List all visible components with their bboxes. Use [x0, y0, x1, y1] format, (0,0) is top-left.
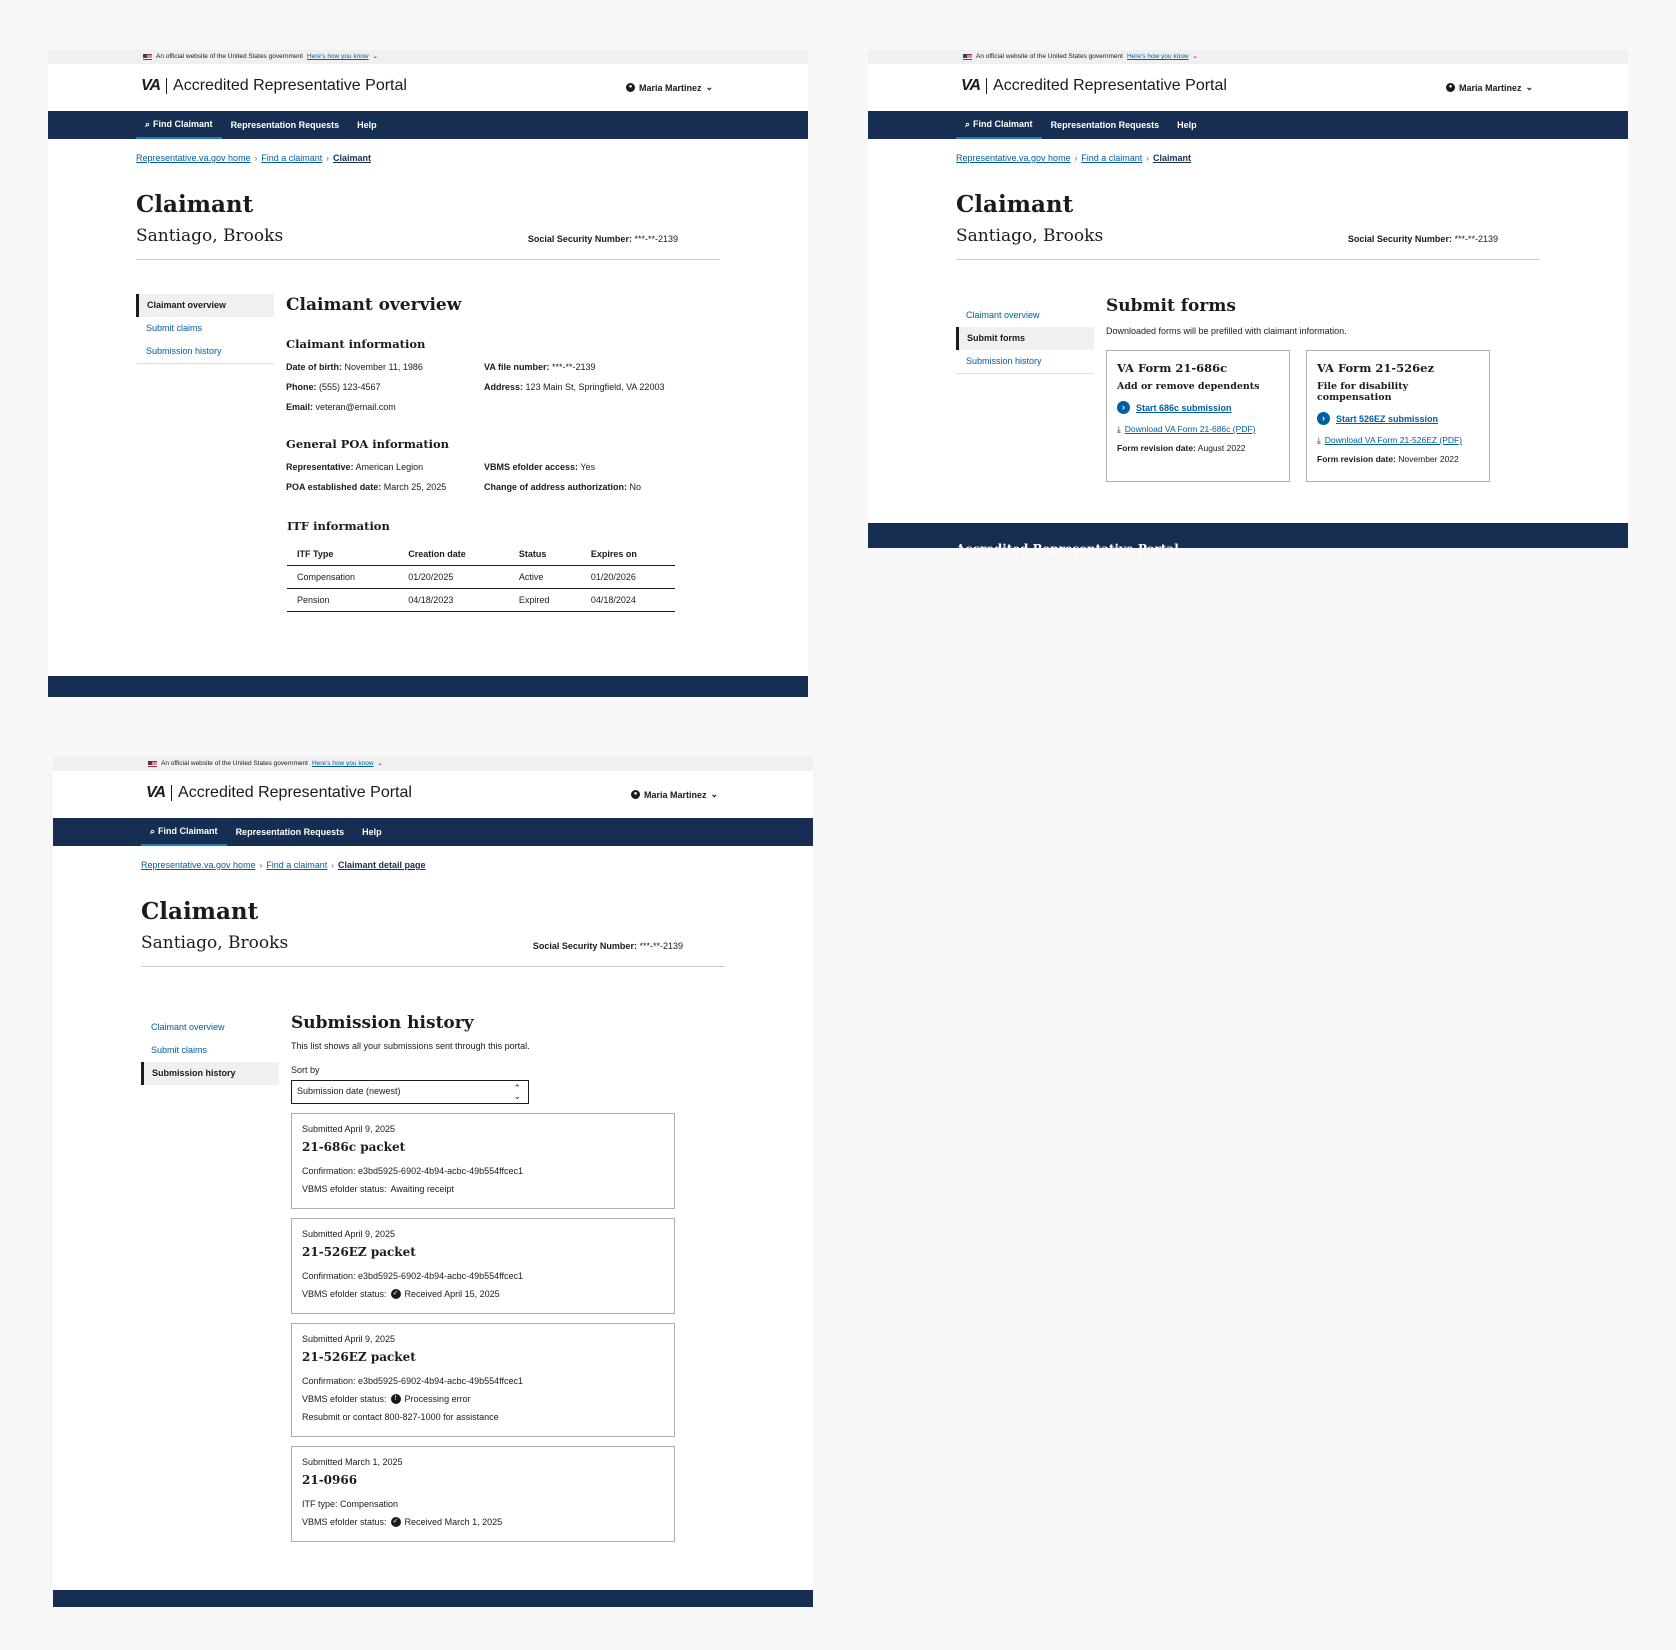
- form-subtitle: File for disability compensation: [1317, 381, 1409, 403]
- vbms-status: [302, 1513, 664, 1531]
- side-nav-submit-forms[interactable]: Submit forms: [956, 327, 1094, 350]
- sort-value: Submission date (newest): [297, 1086, 401, 1096]
- side-nav-submission-history[interactable]: Submission history: [966, 356, 1042, 366]
- status-label: VBMS efolder status:: [302, 1184, 387, 1194]
- change-of-address: [484, 477, 704, 497]
- logo-divider: [986, 78, 987, 94]
- error-icon: !: [391, 1394, 401, 1404]
- cell: Pension: [287, 589, 398, 612]
- status-label: VBMS efolder status:: [302, 1517, 387, 1527]
- rev-value: November 2022: [1398, 454, 1459, 464]
- nav-representation-requests[interactable]: [1042, 111, 1169, 139]
- nav-label: Help: [357, 120, 377, 130]
- nav-representation-requests[interactable]: [227, 818, 354, 846]
- address-label: Address:: [484, 382, 524, 392]
- site-header: [48, 64, 808, 111]
- form-subtitle: Add or remove dependents: [1117, 381, 1260, 392]
- download-link-text[interactable]: Download VA Form 21-686c (PDF): [1124, 424, 1256, 434]
- main-panel: [1106, 296, 1463, 482]
- nav-find-claimant[interactable]: [141, 818, 227, 846]
- status-value: Processing error: [404, 1394, 471, 1404]
- submission-name: 21-526EZ packet: [302, 1350, 416, 1364]
- nav-representation-requests[interactable]: [222, 111, 349, 139]
- screen-claimant-overview: [48, 50, 808, 697]
- va-logo: VA: [961, 77, 981, 94]
- nav-find-claimant[interactable]: [136, 111, 222, 139]
- poa-info: [286, 457, 704, 497]
- user-menu[interactable]: [631, 789, 718, 800]
- rep-value: American Legion: [355, 462, 424, 472]
- main-nav: [48, 111, 808, 139]
- nav-label: Help: [1177, 120, 1197, 130]
- user-menu[interactable]: [626, 82, 713, 93]
- ssn-value: ***-**-2139: [639, 941, 683, 951]
- file-value: ***-**-2139: [552, 362, 596, 372]
- breadcrumb-find-claimant[interactable]: Find a claimant: [1081, 153, 1143, 163]
- submission-card: [291, 1323, 675, 1437]
- ssn-value: ***-**-2139: [1454, 234, 1498, 244]
- table-row: [287, 566, 675, 589]
- vbms-status: [302, 1390, 664, 1408]
- phone-value: (555) 123-4567: [319, 382, 381, 392]
- ssn-value: ***-**-2139: [634, 234, 678, 244]
- page-content: [48, 153, 808, 260]
- start-link-text[interactable]: Start 526EZ submission: [1336, 413, 1439, 424]
- est-label: POA established date:: [286, 482, 382, 492]
- form-revision: [1117, 443, 1279, 453]
- nav-help[interactable]: [1168, 111, 1206, 139]
- start-686c-link[interactable]: [1117, 401, 1279, 414]
- main-panel: [286, 295, 704, 612]
- select-arrows-icon: ⌃ ⌄: [513, 1083, 521, 1101]
- col-itf-type: ITF Type: [287, 543, 398, 566]
- cell: Expired: [509, 589, 581, 612]
- claimant-header: [141, 933, 725, 967]
- ssn: [533, 941, 683, 951]
- gov-banner-text: An official website of the United States government: [161, 760, 308, 767]
- col-status: Status: [509, 543, 581, 566]
- nav-label: Representation Requests: [1050, 120, 1160, 130]
- site-logo[interactable]: [141, 77, 407, 95]
- download-526ez-link[interactable]: [1317, 435, 1479, 446]
- search-icon: ⌕: [150, 826, 156, 836]
- breadcrumb-find-claimant[interactable]: Find a claimant: [266, 860, 328, 870]
- rev-label: Form revision date:: [1117, 443, 1196, 453]
- breadcrumb-home[interactable]: Representative.va.gov home: [136, 153, 251, 163]
- user-name: Maria Martinez: [644, 789, 707, 800]
- search-icon: ⌕: [145, 119, 151, 129]
- user-icon: ●: [1446, 83, 1455, 92]
- side-nav-submission-history[interactable]: Submission history: [146, 346, 222, 356]
- side-nav: [956, 304, 1094, 374]
- chevron-down-icon: ⌄: [372, 53, 378, 60]
- gov-banner-link[interactable]: Here's how you know: [306, 53, 369, 60]
- status-value: Received March 1, 2025: [404, 1517, 503, 1527]
- intro-text: This list shows all your submissions sent through this portal.: [291, 1041, 530, 1051]
- chevron-right-icon: ›: [326, 153, 329, 163]
- user-icon: ●: [631, 790, 640, 799]
- cell: 04/18/2023: [398, 589, 509, 612]
- vbms-status: [302, 1285, 664, 1303]
- side-nav: [141, 1016, 279, 1085]
- user-name: Maria Martinez: [639, 82, 702, 93]
- nav-help[interactable]: [353, 818, 391, 846]
- cell: Compensation: [287, 566, 398, 589]
- us-flag-icon: [143, 54, 152, 60]
- ssn-label: Social Security Number:: [532, 941, 637, 951]
- submission-date: Submitted April 9, 2025: [302, 1124, 396, 1134]
- site-footer: [48, 676, 808, 697]
- main-nav: [53, 818, 813, 846]
- chevron-down-icon: ⌄: [1192, 53, 1198, 60]
- cell: 01/20/2025: [398, 566, 509, 589]
- nav-label: Representation Requests: [230, 120, 340, 130]
- file-label: VA file number:: [484, 362, 550, 372]
- table-row: [287, 589, 675, 612]
- breadcrumb-home[interactable]: Representative.va.gov home: [141, 860, 256, 870]
- coa-label: Change of address authorization:: [484, 482, 628, 492]
- submission-date: Submitted March 1, 2025: [302, 1457, 403, 1467]
- intro-text: Downloaded forms will be prefilled with claimant information.: [1106, 326, 1347, 336]
- submission-card: [291, 1113, 675, 1209]
- side-nav: [136, 294, 274, 364]
- page-content: [53, 860, 813, 967]
- side-nav-claimant-overview[interactable]: Claimant overview: [151, 1022, 225, 1032]
- coa-value: No: [629, 482, 642, 492]
- poa-heading: General POA information: [286, 437, 450, 451]
- sort-select[interactable]: [291, 1080, 529, 1104]
- start-link-text[interactable]: Start 686c submission: [1136, 402, 1232, 413]
- site-logo[interactable]: [146, 784, 412, 802]
- dob-label: Date of birth:: [286, 362, 342, 372]
- breadcrumb: [956, 153, 1628, 163]
- breadcrumb: [141, 860, 813, 870]
- breadcrumb-current[interactable]: Claimant: [1152, 153, 1191, 163]
- us-flag-icon: [963, 54, 972, 60]
- claimant-name: Santiago, Brooks: [136, 226, 284, 246]
- email-value: veteran@email.com: [315, 402, 396, 412]
- logo-divider: [171, 785, 172, 801]
- footer-title: Accredited Representative Portal: [956, 542, 1179, 556]
- dob: [286, 357, 484, 377]
- gov-banner-text: An official website of the United States government: [156, 53, 303, 60]
- side-nav-claimant-overview[interactable]: Claimant overview: [966, 310, 1040, 320]
- portal-name: Accredited Representative Portal: [173, 77, 407, 94]
- side-nav-submission-history[interactable]: Submission history: [141, 1062, 279, 1085]
- page-content: [868, 153, 1628, 260]
- download-link-text[interactable]: Download VA Form 21-526EZ (PDF): [1324, 435, 1463, 445]
- gov-banner-link[interactable]: Here's how you know: [311, 760, 374, 767]
- screen-submission-history: [53, 757, 813, 1607]
- breadcrumb: [136, 153, 808, 163]
- nav-label: Help: [362, 827, 382, 837]
- site-header: [53, 771, 813, 818]
- form-card-686c: [1106, 350, 1290, 482]
- chevron-right-icon: ›: [254, 153, 258, 163]
- form-cards: [1106, 350, 1463, 482]
- status-label: VBMS efolder status:: [302, 1394, 387, 1404]
- vbms-access: [484, 457, 704, 477]
- gov-banner: [53, 757, 813, 771]
- chevron-right-icon: ›: [259, 860, 263, 870]
- va-file-number: [484, 357, 704, 377]
- email: [286, 397, 484, 417]
- breadcrumb-current[interactable]: Claimant: [332, 153, 371, 163]
- itf-table: [287, 543, 675, 612]
- search-icon: ⌕: [965, 119, 971, 129]
- form-title: VA Form 21-686c: [1117, 361, 1228, 375]
- chevron-right-icon: ›: [1146, 153, 1149, 163]
- gov-banner-text: An official website of the United States government: [976, 53, 1123, 60]
- ssn: [528, 234, 678, 244]
- submission-name: 21-526EZ packet: [302, 1245, 416, 1259]
- ssn-label: Social Security Number:: [1347, 234, 1452, 244]
- site-footer: [53, 1590, 813, 1607]
- rep-label: Representative:: [286, 462, 354, 472]
- vbms-value: Yes: [580, 462, 596, 472]
- chevron-down-icon: ⌄: [1525, 82, 1534, 92]
- email-label: Email:: [286, 402, 314, 412]
- vbms-label: VBMS efolder access:: [484, 462, 579, 472]
- phone-label: Phone:: [286, 382, 317, 392]
- page-title: Claimant: [956, 191, 1074, 218]
- portal-name: Accredited Representative Portal: [993, 77, 1227, 94]
- user-icon: ●: [626, 83, 635, 92]
- chevron-right-circle-icon: ›: [1317, 412, 1330, 425]
- address-value: 123 Main St, Springfield, VA 22003: [525, 382, 665, 392]
- gov-banner: [48, 50, 808, 64]
- form-revision: [1317, 454, 1479, 464]
- form-card-526ez: [1306, 350, 1490, 482]
- confirmation: Confirmation: e3bd5925-6902-4b94-acbc-49b554ffcec1: [302, 1271, 523, 1281]
- section-heading: Submit forms: [1106, 296, 1236, 316]
- col-expires-on: Expires on: [581, 543, 675, 566]
- chevron-down-icon: ⌄: [377, 760, 383, 767]
- us-flag-icon: [148, 761, 157, 767]
- download-icon: ⤓: [1317, 435, 1321, 445]
- nav-label: Find Claimant: [158, 826, 218, 836]
- main-panel: [291, 1013, 675, 1542]
- confirmation: Confirmation: e3bd5925-6902-4b94-acbc-49b554ffcec1: [302, 1376, 523, 1386]
- va-logo: VA: [141, 77, 161, 94]
- nav-label: Find Claimant: [153, 119, 213, 129]
- breadcrumb-find-claimant[interactable]: Find a claimant: [261, 153, 323, 163]
- chevron-right-icon: ›: [331, 860, 334, 870]
- sort-label: Sort by: [291, 1065, 320, 1075]
- chevron-right-icon: ›: [1074, 153, 1078, 163]
- address: [484, 377, 704, 397]
- start-526ez-link[interactable]: [1317, 412, 1479, 425]
- side-nav-submit-claims[interactable]: Submit claims: [146, 323, 203, 333]
- page-title: Claimant: [141, 898, 259, 925]
- gov-banner: [868, 50, 1628, 64]
- side-nav-submit-claims[interactable]: Submit claims: [151, 1045, 208, 1055]
- ssn-label: Social Security Number:: [527, 234, 632, 244]
- submission-date: Submitted April 9, 2025: [302, 1334, 396, 1344]
- submission-name: 21-686c packet: [302, 1140, 406, 1154]
- confirmation: Confirmation: e3bd5925-6902-4b94-acbc-49b554ffcec1: [302, 1166, 523, 1176]
- gov-banner-link[interactable]: Here's how you know: [1126, 53, 1189, 60]
- form-title: VA Form 21-526ez: [1317, 361, 1435, 375]
- claimant-info-heading: Claimant information: [286, 337, 426, 351]
- cell: 01/20/2026: [581, 566, 675, 589]
- cell: Active: [509, 566, 581, 589]
- status-value: Awaiting receipt: [390, 1184, 454, 1194]
- user-menu[interactable]: [1446, 82, 1533, 93]
- assistance-text: Resubmit or contact 800-827-1000 for assistance: [302, 1412, 499, 1422]
- rev-label: Form revision date:: [1317, 454, 1396, 464]
- download-icon: ⤓: [1117, 424, 1121, 434]
- phone: [286, 377, 484, 397]
- claimant-header: [136, 226, 720, 260]
- claimant-name: Santiago, Brooks: [956, 226, 1104, 246]
- nav-help[interactable]: [348, 111, 386, 139]
- site-footer: [868, 523, 1628, 556]
- itf-heading: ITF information: [287, 519, 390, 533]
- claimant-name: Santiago, Brooks: [141, 933, 289, 953]
- portal-name: Accredited Representative Portal: [178, 784, 412, 801]
- check-circle-icon: ✓: [391, 1517, 401, 1527]
- submission-card: [291, 1446, 675, 1542]
- user-name: Maria Martinez: [1459, 82, 1522, 93]
- est-value: March 25, 2025: [383, 482, 447, 492]
- poa-established: [286, 477, 484, 497]
- main-nav: [868, 111, 1628, 139]
- nav-label: Representation Requests: [235, 827, 345, 837]
- claimant-header: [956, 226, 1540, 260]
- table-header-row: [287, 543, 675, 566]
- chevron-down-icon: ⌄: [710, 789, 719, 799]
- itf-type: ITF type: Compensation: [302, 1499, 399, 1509]
- ssn: [1348, 234, 1498, 244]
- submission-date: Submitted April 9, 2025: [302, 1229, 396, 1239]
- side-nav-claimant-overview[interactable]: Claimant overview: [136, 294, 274, 317]
- nav-label: Find Claimant: [973, 119, 1033, 129]
- status-value: Received April 15, 2025: [404, 1289, 500, 1299]
- claimant-info: [286, 357, 704, 417]
- site-logo[interactable]: [961, 77, 1227, 95]
- submission-card: [291, 1218, 675, 1314]
- site-header: [868, 64, 1628, 111]
- page-title: Claimant: [136, 191, 254, 218]
- cell: 04/18/2024: [581, 589, 675, 612]
- section-heading: Submission history: [291, 1013, 474, 1033]
- rev-value: August 2022: [1197, 443, 1246, 453]
- logo-divider: [166, 78, 167, 94]
- download-686c-link[interactable]: [1117, 424, 1279, 435]
- dob-value: November 11, 1986: [344, 362, 423, 372]
- submission-name: 21-0966: [302, 1473, 358, 1487]
- breadcrumb-current[interactable]: Claimant detail page: [337, 860, 426, 870]
- screen-submit-forms: [868, 50, 1628, 556]
- nav-find-claimant[interactable]: [956, 111, 1042, 139]
- section-heading: Claimant overview: [286, 295, 462, 315]
- chevron-down-icon: ⌄: [705, 82, 714, 92]
- chevron-right-circle-icon: ›: [1117, 401, 1130, 414]
- representative: [286, 457, 484, 477]
- breadcrumb-home[interactable]: Representative.va.gov home: [956, 153, 1071, 163]
- check-circle-icon: ✓: [391, 1289, 401, 1299]
- va-logo: VA: [146, 784, 166, 801]
- col-creation-date: Creation date: [398, 543, 509, 566]
- status-label: VBMS efolder status:: [302, 1289, 387, 1299]
- vbms-status: [302, 1180, 664, 1198]
